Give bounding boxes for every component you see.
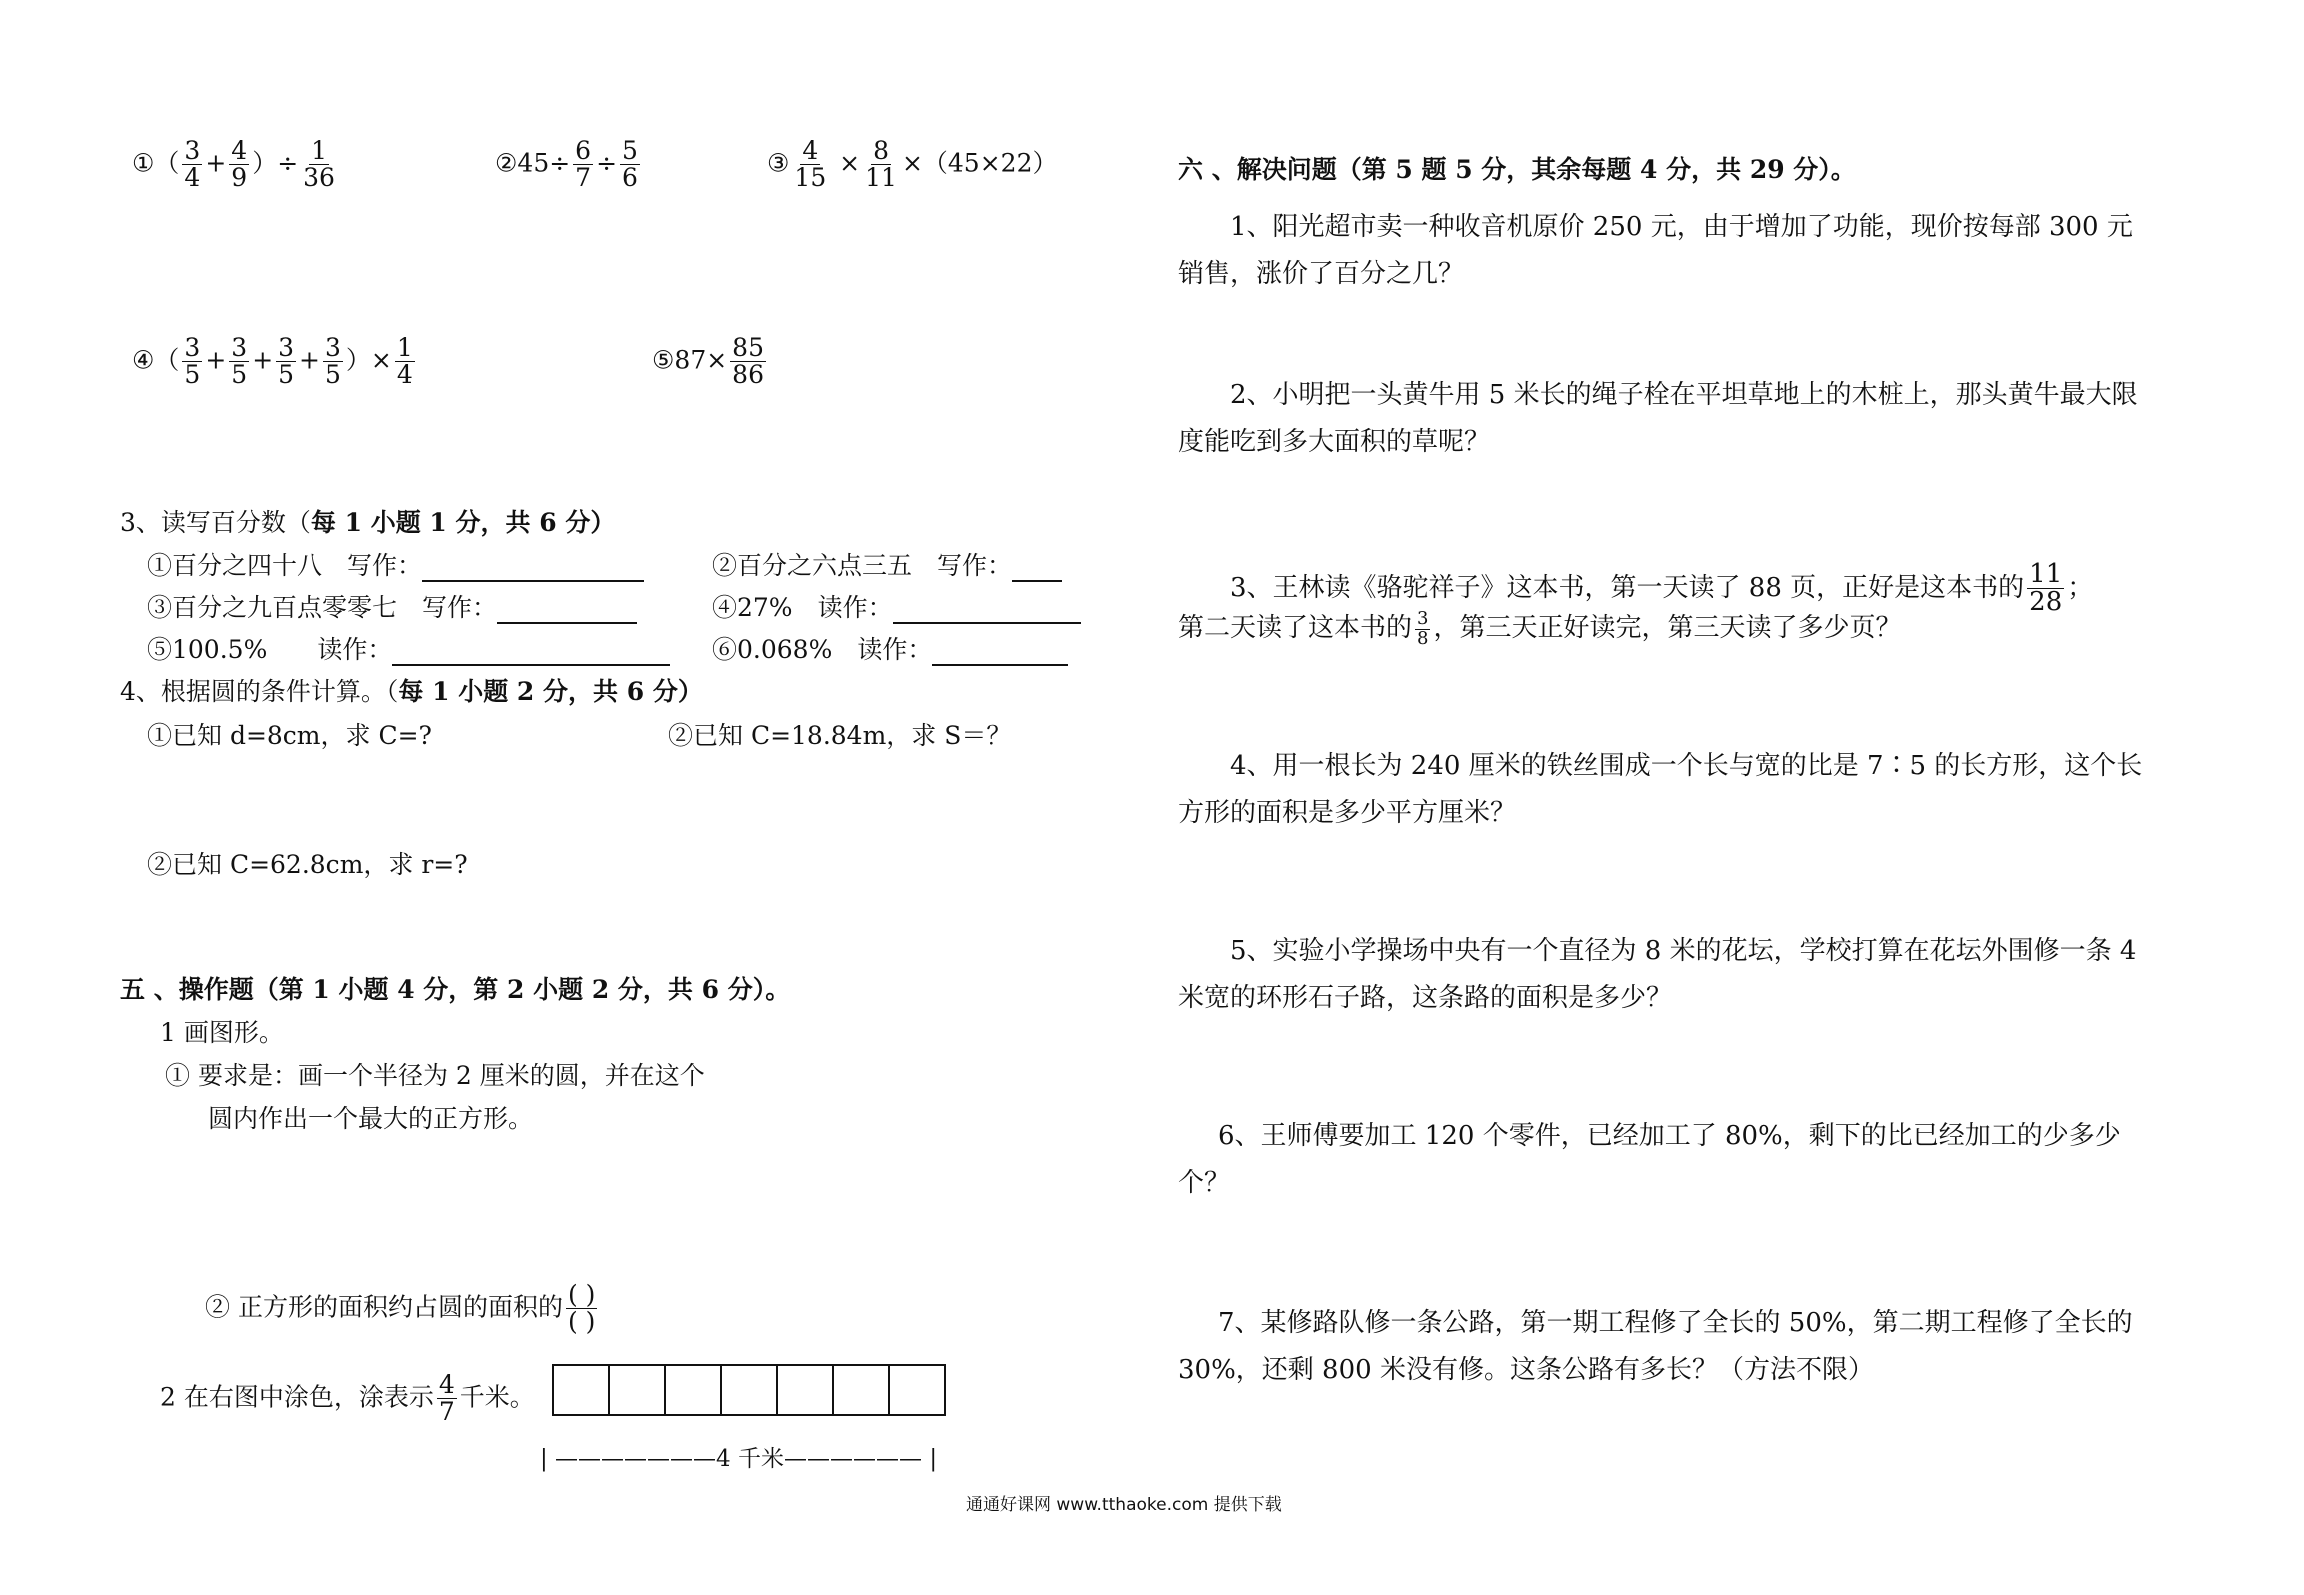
calc-problem-3: ③ $\frac{4}{15}$ × $\frac{8}{11}$ ×（45×22） [767,136,1058,193]
strip-cell[interactable] [720,1364,776,1416]
answer-line[interactable] [497,600,637,624]
percent-item-3: ③百分之九百点零零七 写作： [147,588,637,624]
percent-item-4: ④27% 读作： [712,588,1081,624]
area-ratio-question: ② 正方形的面积约占圆的面积的 $\frac{( )}{( )}$ [205,1280,596,1337]
problem-2: 2、小明把一头黄牛用 5 米长的绳子栓在平坦草地上的木桩上，那头黄牛最大限度能吃到多大面积的草呢？ [1178,380,2138,457]
circle-question-1: ①已知 d=8cm，求 C=? [147,721,432,750]
problem-3-line1: 3、王林读《骆驼祥子》这本书，第一天读了 88 页，正好是这本书的 $\frac{11}{28}$ ； [1230,559,2094,618]
calc-problem-1: ①（ $\frac{3}{4}$ + $\frac{4}{9}$ ）÷ $\frac{1}{36}$ [132,136,335,193]
answer-line[interactable] [893,600,1081,624]
problem-4: 4、用一根长为 240 厘米的铁丝围成一个长与宽的比是 7∶5 的长方形，这个长方形的面积是多少平方厘米？ [1178,751,2143,828]
shade-question: 2 在右图中涂色，涂表示 $\frac{4}{7}$ 千米。 [160,1370,535,1427]
section3-title: 3、读写百分数（每 1 小题 1 分，共 6 分） [120,508,616,537]
draw-requirement-cont: 圆内作出一个最大的正方形。 [208,1104,534,1133]
problem-6: 6、王师傅要加工 120 个零件，已经加工了 80%，剩下的比已经加工的少多少个？ [1178,1121,2121,1198]
strip-cell[interactable] [608,1364,664,1416]
percent-item-2: ②百分之六点三五 写作： [712,546,1062,582]
scale-label: | ———————4 千米—————— | [540,1446,938,1472]
calc-problem-4: ④（ $\frac{3}{5}$ + $\frac{3}{5}$ + $\frac{3}{5}$ + $\frac{3}{5}$ ）× $\frac{1}{4}$ [132,333,413,390]
shading-strip[interactable] [552,1364,946,1416]
draw-requirement: ① 要求是：画一个半径为 2 厘米的圆，并在这个 [165,1061,705,1090]
problem-1: 1、阳光超市卖一种收音机原价 250 元，由于增加了功能，现价按每部 300 元销售，涨价了百分之几？ [1178,212,2133,289]
strip-cell[interactable] [888,1364,946,1416]
percent-item-6: ⑥0.068% 读作： [712,630,1068,666]
problem-7: 7、某修路队修一条公路，第一期工程修了全长的 50%，第二期工程修了全长的 30%，还剩 800 米没有修。这条公路有多长？（方法不限） [1178,1308,2133,1385]
calc-problem-2: ②45÷ $\frac{6}{7}$ ÷ $\frac{5}{6}$ [495,136,638,193]
problem-5: 5、实验小学操场中央有一个直径为 8 米的花坛，学校打算在花坛外围修一条 4 米宽的环形石子路，这条路的面积是多少？ [1178,936,2137,1013]
answer-line[interactable] [392,642,670,666]
section4-title: 4、根据圆的条件计算。（每 1 小题 2 分，共 6 分） [120,677,703,706]
strip-cell[interactable] [664,1364,720,1416]
percent-item-5: ⑤100.5% 读作： [147,630,670,666]
footer-credit: 通通好课网 www.tthaoke.com 提供下载 [966,1495,1282,1515]
strip-cell[interactable] [776,1364,832,1416]
section5-title: 五 、操作题（第 1 小题 4 分，第 2 小题 2 分，共 6 分）。 [120,975,791,1004]
answer-line[interactable] [1012,558,1062,582]
circle-question-3: ②已知 C=62.8cm，求 r=? [147,850,468,879]
strip-cell[interactable] [832,1364,888,1416]
answer-line[interactable] [932,642,1068,666]
strip-cell[interactable] [552,1364,608,1416]
calc-problem-5: ⑤87× $\frac{85}{86}$ [652,333,764,390]
answer-line[interactable] [422,558,644,582]
circle-question-2: ②已知 C=18.84m，求 S＝？ [668,721,1012,750]
percent-item-1: ①百分之四十八 写作： [147,546,644,582]
section6-title: 六 、解决问题（第 5 题 5 分，其余每题 4 分，共 29 分）。 [1178,155,1856,184]
draw-subtitle: 1 画图形。 [160,1018,284,1047]
problem-3-line2: 第二天读了这本书的 $\frac{3}{8}$ ，第三天正好读完，第三天读了多少页？ [1178,607,1902,649]
